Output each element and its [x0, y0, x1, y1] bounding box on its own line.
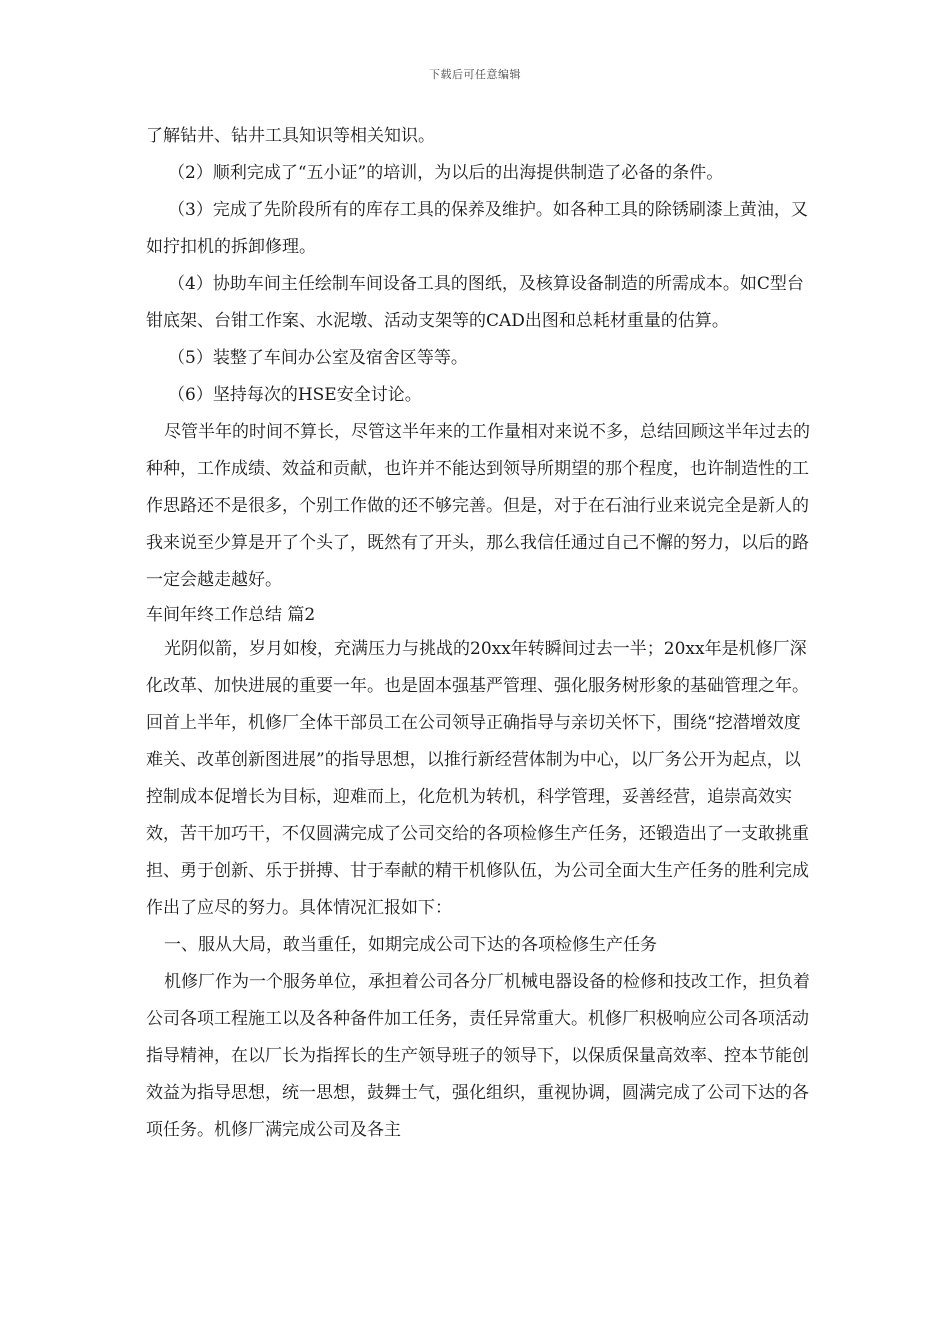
list-item: （3）完成了先阶段所有的库存工具的保养及维护。如各种工具的除锈刷漆上黄油，又如拧扣机的拆卸修理。 — [146, 200, 808, 257]
paragraph: 光阴似箭，岁月如梭，充满压力与挑战的20xx年转瞬间过去一半；20xx年是机修厂深化改革、加快进展的重要一年。也是固本强基严管理、强化服务树形象的基础管理之年。回首上半年，机修厂全体干部员工在公司领导正确指导与亲切关怀下，围绕“挖潜增效度难关、改革创新图进展”的指导思想，以推行新经营体制为中心，以厂务公开为起点，以控制成本促增长为目标，迎难而上，化危机为转机，科学管理，妥善经营，追崇高效实效，苦干加巧干，不仅圆满完成了公司交给的各项检修生产任务，还锻造出了一支敢挑重担、勇于创新、乐于拼搏、甘于奉献的精干机修队伍，为公司全面大生产任务的胜利完成作出了应尽的努力。具体情况汇报如下： — [146, 639, 809, 918]
page-header: 下载后可任意编辑 — [429, 68, 521, 81]
list-item: （2）顺利完成了“五小证”的培训，为以后的出海提供制造了必备的条件。 — [168, 163, 724, 183]
paragraph: 尽管半年的时间不算长，尽管这半年来的工作量相对来说不多，总结回顾这半年过去的种种，工作成绩、效益和贡献，也许并不能达到领导所期望的那个程度，也许制造性的工作思路还不是很多，个别工作做的还不够完善。但是，对于在石油行业来说完全是新人的我来说至少算是开了个头了，既然有了开头，那么我信任通过自己不懈的努力，以后的路一定会越走越好。 — [146, 422, 810, 590]
paragraph: 了解钻井、钻井工具知识等相关知识。 — [146, 126, 435, 146]
list-item: （4）协助车间主任绘制车间设备工具的图纸，及核算设备制造的所需成本。如C型台钳底架、台钳工作案、水泥墩、活动支架等的CAD出图和总耗材重量的估算。 — [146, 274, 804, 331]
document-body — [146, 118, 814, 1149]
list-item: （5）装整了车间办公室及宿舍区等等。 — [168, 348, 468, 368]
section-heading: 一、服从大局，敢当重任，如期完成公司下达的各项检修生产任务 — [164, 935, 657, 955]
list-item: （6）坚持每次的HSE安全讨论。 — [168, 385, 422, 405]
paragraph: 机修厂作为一个服务单位，承担着公司各分厂机械电器设备的检修和技改工作，担负着公司各项工程施工以及各种备件加工任务，责任异常重大。机修厂积极响应公司各项活动指导精神，在以厂长为指挥长的生产领导班子的领导下，以保质保量高效率、控本节能创效益为指导思想，统一思想，鼓舞士气，强化组织，重视协调，圆满完成了公司下达的各项任务。机修厂满完成公司及各主 — [146, 972, 810, 1140]
section-title: 车间年终工作总结 篇2 — [146, 605, 316, 625]
